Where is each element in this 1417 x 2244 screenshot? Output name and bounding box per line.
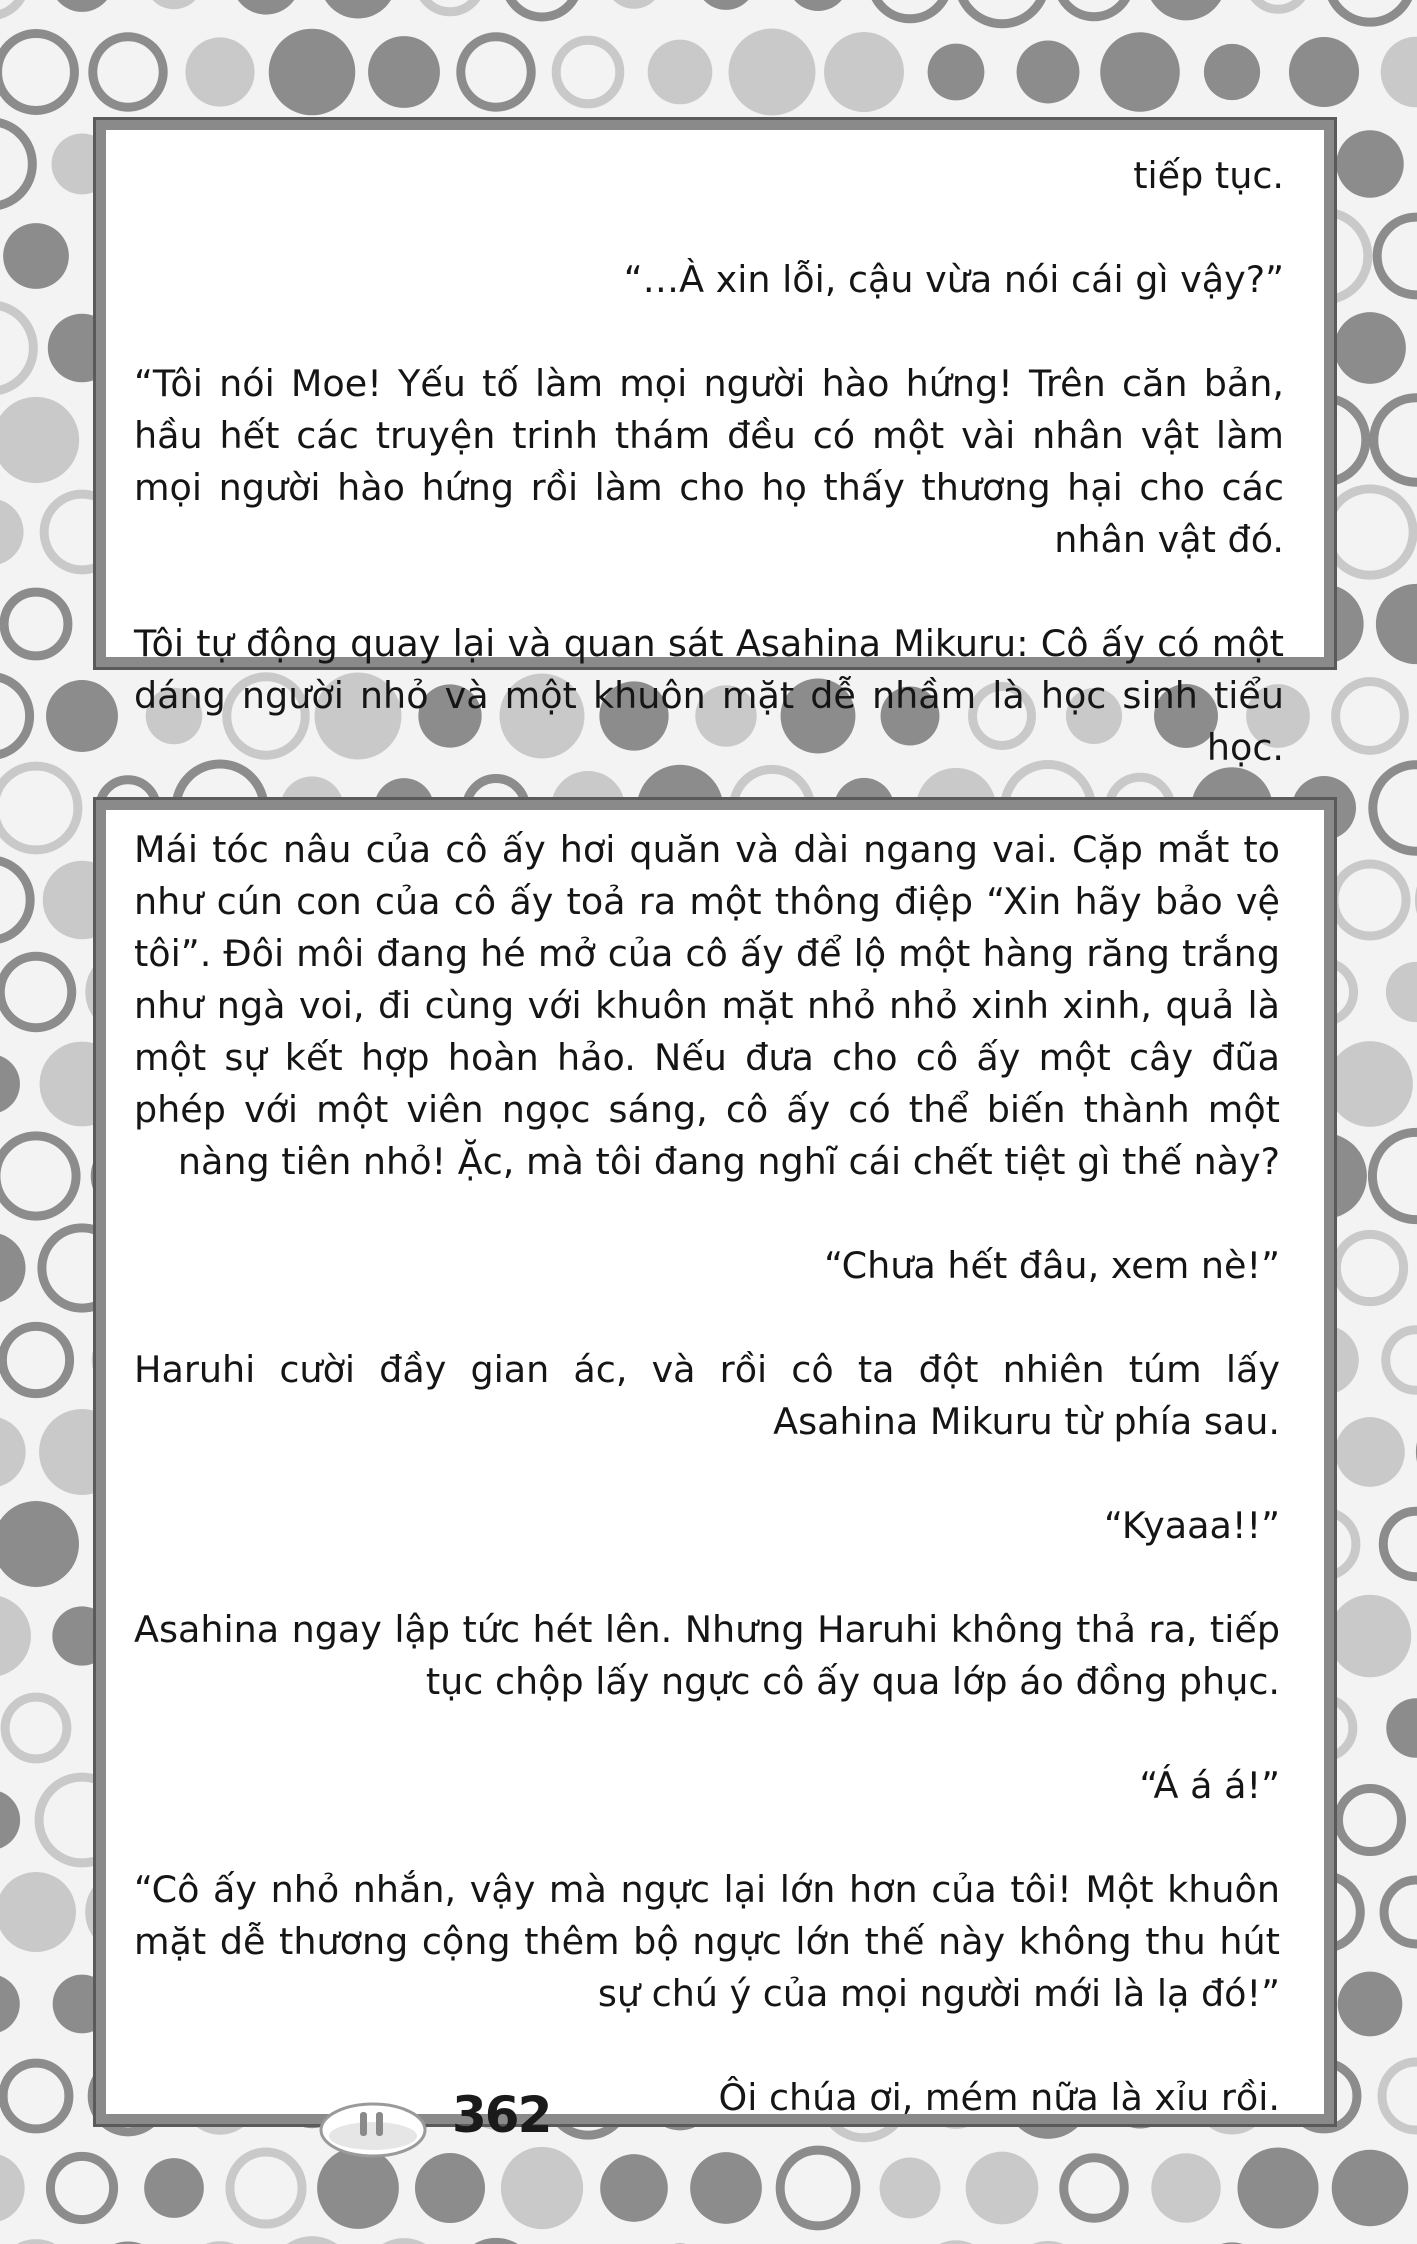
- dialogue-line: “Chưa hết đâu, xem nè!”: [824, 1244, 1280, 1287]
- background-dot: [1336, 682, 1405, 751]
- dialogue-line: tiếp tục.: [1133, 154, 1284, 197]
- background-dot: [415, 2153, 485, 2223]
- background-dot: [93, 37, 163, 107]
- background-dot: [1338, 1788, 1401, 1851]
- paragraph-gap: [134, 1448, 1280, 1500]
- background-dot: [824, 32, 904, 112]
- background-dot: [1335, 1417, 1405, 1487]
- background-dot: [319, 0, 396, 19]
- background-dot: [0, 676, 30, 755]
- background-dot: [1064, 2158, 1124, 2218]
- background-dot: [1100, 32, 1180, 112]
- background-dot: [268, 2236, 356, 2244]
- background-dot: [1336, 130, 1404, 198]
- background-dot: [0, 397, 79, 483]
- background-dot: [690, 2152, 762, 2224]
- background-dot: [1374, 398, 1417, 482]
- background-dot: [1384, 1880, 1417, 1944]
- background-dot: [966, 2152, 1039, 2225]
- background-dot: [0, 34, 74, 111]
- background-dot: [1334, 864, 1406, 936]
- paragraph: Haruhi cười đầy gian ác, và rồi cô ta đột nhiên túm lấy Asahina Mikuru từ phía sau.: [134, 1348, 1280, 1443]
- dialogue-line: “Kyaaa!!”: [1104, 1504, 1280, 1547]
- background-dot: [461, 37, 531, 107]
- background-dot: [880, 2158, 941, 2219]
- background-dot: [0, 0, 26, 16]
- paragraph-gap: [134, 202, 1284, 254]
- background-dot: [144, 2158, 204, 2218]
- background-dot: [1249, 0, 1308, 9]
- background-dot: [1204, 44, 1260, 100]
- background-dot: [1334, 312, 1406, 384]
- paragraph-gap: [134, 2020, 1280, 2072]
- paragraph: “Cô ấy nhỏ nhắn, vậy mà ngực lại lớn hơn của tôi! Một khuôn mặt dễ thương cộng thêm bộ ngực lớn thế này không thu hút sự chú ý của mọi người mới là lạ đó!”: [134, 1868, 1280, 2015]
- paragraph-gap: [134, 566, 1284, 618]
- background-dot: [787, 0, 849, 11]
- paragraph-gap: [134, 1708, 1280, 1760]
- paragraph-gap: [134, 1188, 1280, 1240]
- background-dot: [1237, 2147, 1318, 2228]
- background-dot: [0, 1136, 76, 1216]
- background-dot: [46, 680, 118, 752]
- background-dot: [556, 40, 620, 104]
- background-dot: [1338, 1972, 1403, 2037]
- paragraph: Mái tóc nâu của cô ấy hơi quăn và dài ngang vai. Cặp mắt to như cún con của cô ấy toả ra một thông điệp “Xin hãy bảo vệ tôi”. Đôi môi đang hé mở của cô ấy để lộ một hàng răng trắng như ngà voi, đi cùng với khuôn mặt nhỏ nhỏ xinh xinh, quả là một sự kết hợp hoàn hảo. Nếu đưa cho cô ấy một cây đũa phép với một viên ngọc sáng, cô ấy có thể biến thành một nàng tiên nhỏ! Ặc, mà tôi đang nghĩ cái chết tiệt gì thế này?: [134, 828, 1280, 1183]
- background-dot: [5, 1697, 67, 1759]
- background-dot: [1372, 1132, 1417, 1219]
- background-dot: [605, 0, 663, 9]
- background-dot: [648, 40, 713, 105]
- background-dot: [231, 0, 300, 15]
- background-dot: [1381, 37, 1417, 108]
- background-dot: [1327, 489, 1413, 575]
- background-dot: [368, 36, 440, 108]
- background-dot: [0, 2153, 25, 2222]
- background-dot: [1017, 41, 1080, 104]
- paragraph-gap: [134, 1812, 1280, 1864]
- background-dot: [50, 0, 114, 12]
- background-dot: [145, 0, 204, 9]
- dialogue-line: “Á á á!”: [1139, 1764, 1280, 1807]
- background-dot: [269, 29, 356, 116]
- background-dot: [1386, 1698, 1417, 1757]
- background-dot: [1332, 2150, 1409, 2227]
- background-dot: [0, 1416, 26, 1487]
- background-dot: [505, 0, 579, 17]
- paragraph: Asahina ngay lập tức hét lên. Nhưng Haruhi không thả ra, tiếp tục chộp lấy ngực cô ấy qua lớp áo đồng phục.: [134, 1608, 1280, 1703]
- background-dot: [1376, 584, 1417, 664]
- background-dot: [0, 1054, 20, 1114]
- background-dot: [1327, 1041, 1413, 1127]
- background-dot: [1057, 0, 1131, 17]
- background-dot: [1329, 1595, 1412, 1678]
- background-dot: [871, 0, 948, 19]
- background-dot: [1377, 217, 1417, 295]
- page-number: 362: [452, 2086, 551, 2144]
- background-dot: [0, 1790, 20, 1850]
- text-panel-bottom: [93, 797, 1337, 2127]
- background-dot: [1386, 1330, 1417, 1390]
- paragraph: Tôi tự động quay lại và quan sát Asahina Mikuru: Cô ấy có một dáng người nhỏ và một khuôn mặt dễ nhầm là học sinh tiểu học.: [134, 622, 1284, 769]
- paragraph-gap: [134, 1552, 1280, 1604]
- background-dot: [696, 0, 756, 10]
- background-dot: [1386, 962, 1417, 1022]
- background-dot: [0, 860, 30, 940]
- dialogue-line: “…À xin lỗi, cậu vừa nói cái gì vậy?”: [623, 258, 1284, 301]
- background-dot: [501, 2147, 583, 2229]
- background-dot: [1151, 2153, 1220, 2222]
- background-dot: [0, 305, 33, 392]
- background-dot: [600, 2154, 668, 2222]
- paragraph-gap: [134, 1292, 1280, 1344]
- background-dot: [1382, 2062, 1417, 2130]
- background-dot: [729, 29, 816, 116]
- background-dot: [317, 2147, 399, 2229]
- background-dot: [3, 2063, 69, 2129]
- background-dot: [1336, 1234, 1403, 1301]
- background-dot: [230, 2152, 302, 2224]
- background-dot: [185, 37, 254, 106]
- background-dot: [0, 766, 78, 850]
- background-dot: [0, 1872, 76, 1952]
- background-dot: [50, 2156, 113, 2219]
- text-panel-top: [93, 117, 1337, 769]
- dialogue-line: Ôi chúa ơi, mém nữa là xỉu rồi.: [718, 2076, 1280, 2119]
- paragraph-gap: [134, 306, 1284, 358]
- background-dot: [0, 1501, 79, 1587]
- background-dot: [0, 498, 24, 565]
- background-dot: [0, 1232, 26, 1303]
- background-dot: [1146, 0, 1227, 20]
- background-dot: [4, 592, 68, 656]
- background-dot: [958, 0, 1046, 24]
- background-dot: [2, 1326, 69, 1393]
- pause-bubble-icon: [318, 2096, 428, 2158]
- background-dot: [0, 1974, 20, 2034]
- paragraph: “Tôi nói Moe! Yếu tố làm mọi người hào hứng! Trên căn bản, hầu hết các truyện trinh thám đều có một vài nhân vật làm mọi người hào hứng rồi làm cho họ thấy thương hại cho các nhân vật đó.: [134, 362, 1284, 561]
- background-dot: [3, 223, 69, 289]
- background-dot: [1373, 765, 1417, 851]
- background-dot: [418, 0, 482, 12]
- background-dot: [0, 1595, 31, 1677]
- background-dot: [0, 122, 32, 207]
- background-dot: [1383, 1511, 1417, 1576]
- background-dot: [0, 956, 71, 1027]
- background-dot: [780, 2150, 856, 2226]
- background-dot: [1289, 37, 1359, 107]
- background-dot: [1328, 0, 1412, 22]
- background-dot: [928, 44, 985, 101]
